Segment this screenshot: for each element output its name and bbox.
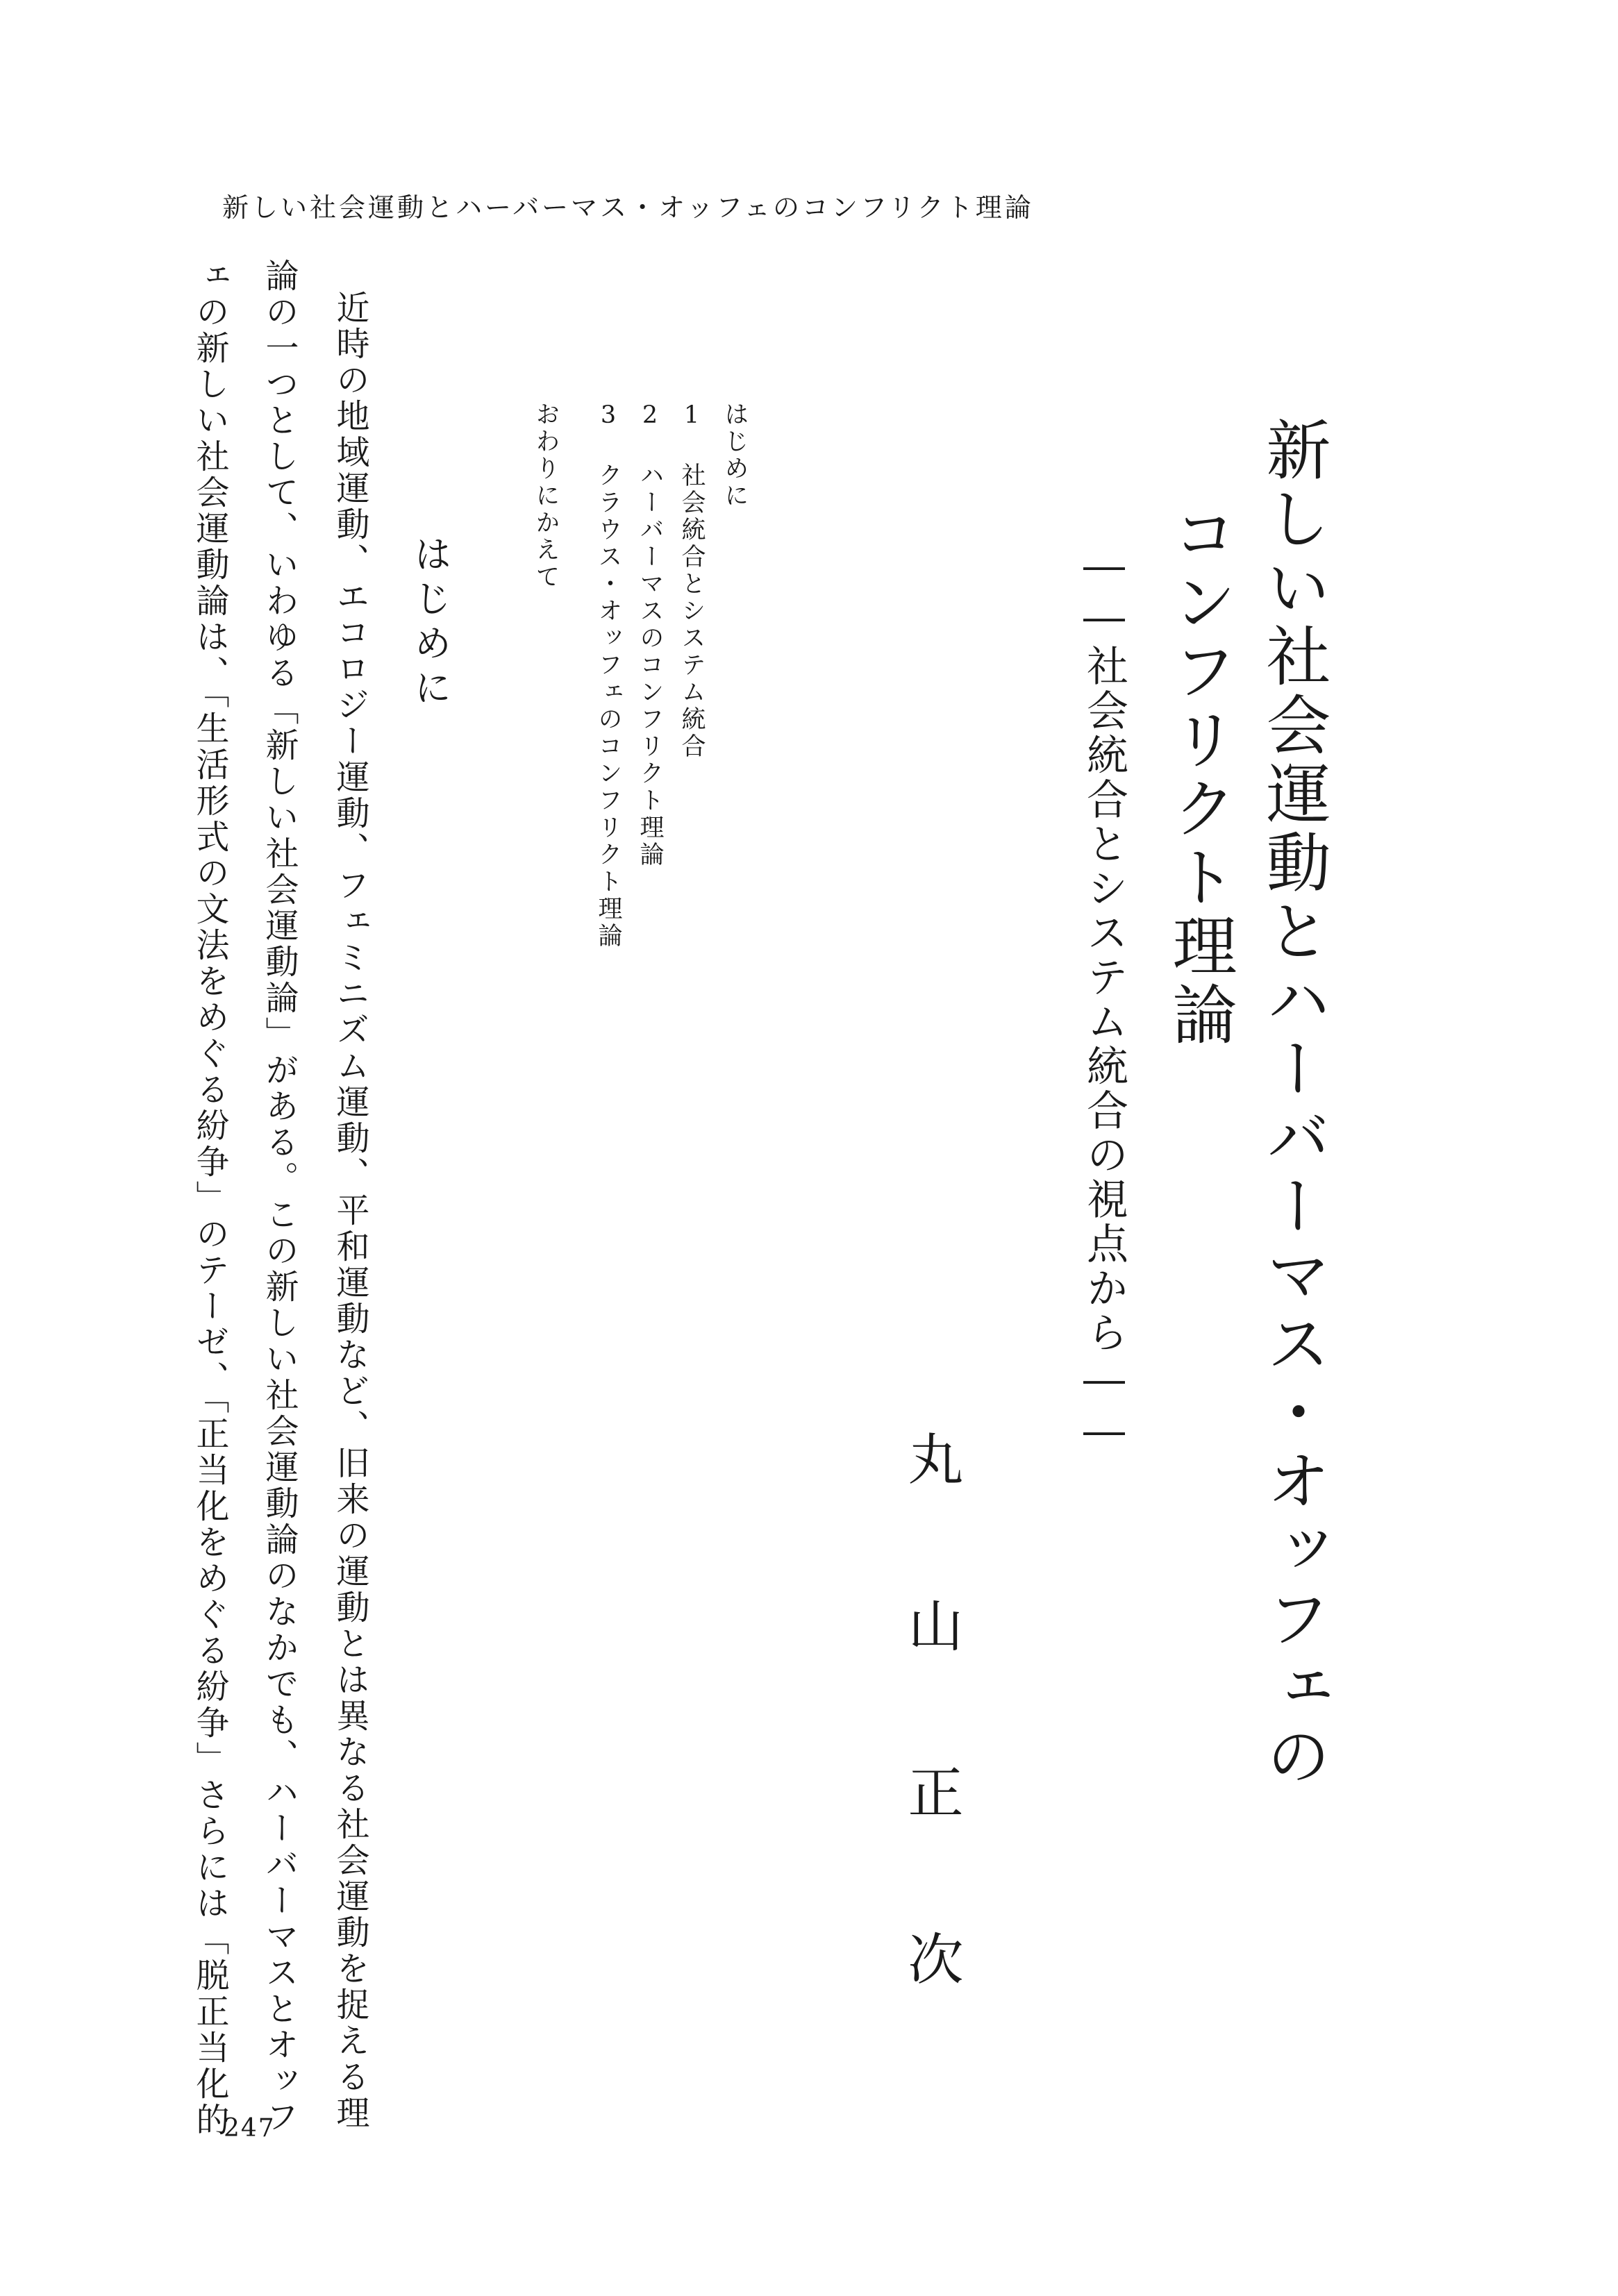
body-line-3: ェの新しい社会運動論は、「生活形式の文法をめぐる紛争」のテーゼ、「正当化をめぐる紛争」さらには「脱正当化的 <box>190 258 229 2138</box>
toc-item-intro <box>722 401 747 510</box>
toc-item-1 <box>678 401 706 760</box>
page-number: 247 <box>224 2114 276 2143</box>
toc-item-number: 2 <box>636 401 664 432</box>
section-heading: はじめに <box>408 535 452 712</box>
running-header: 新しい社会運動とハーバーマス・オッフェのコンフリクト理論 <box>222 192 1034 223</box>
article-subtitle: ――社会統合とシステム統合の視点から―― <box>1080 542 1128 1458</box>
toc-item-label: 社会統合とシステム統合 <box>678 462 706 760</box>
toc-item-label: おわりにかえて <box>532 401 560 591</box>
article-title-line2: コンフリクト理論 <box>1162 500 1237 1050</box>
author-name: 丸山正次 <box>899 1430 963 2097</box>
article-title-line1: 新しい社会運動とハーバーマス・オッフェの <box>1256 417 1331 1791</box>
toc-item-label: ハーバーマスのコンフリクト理論 <box>636 462 664 869</box>
toc-item-2 <box>637 401 662 869</box>
toc-item-label: はじめに <box>721 401 749 510</box>
body-line-2: 論の一つとして、いわゆる「新しい社会運動論」がある。この新しい社会運動論のなかでも、ハーバーマスとオッフ <box>260 258 299 2136</box>
toc-item-label: クラウス・オッフェのコンフリクト理論 <box>594 462 622 950</box>
toc-item-number: 1 <box>678 401 706 432</box>
body-line-1: 近時の地域運動、エコロジー運動、フェミニズム運動、平和運動など、旧来の運動とは異なる社会運動を捉える理 <box>331 290 369 2131</box>
toc-item-3 <box>596 401 620 950</box>
toc-item-number: 3 <box>594 401 622 432</box>
toc-item-closing <box>533 401 558 591</box>
